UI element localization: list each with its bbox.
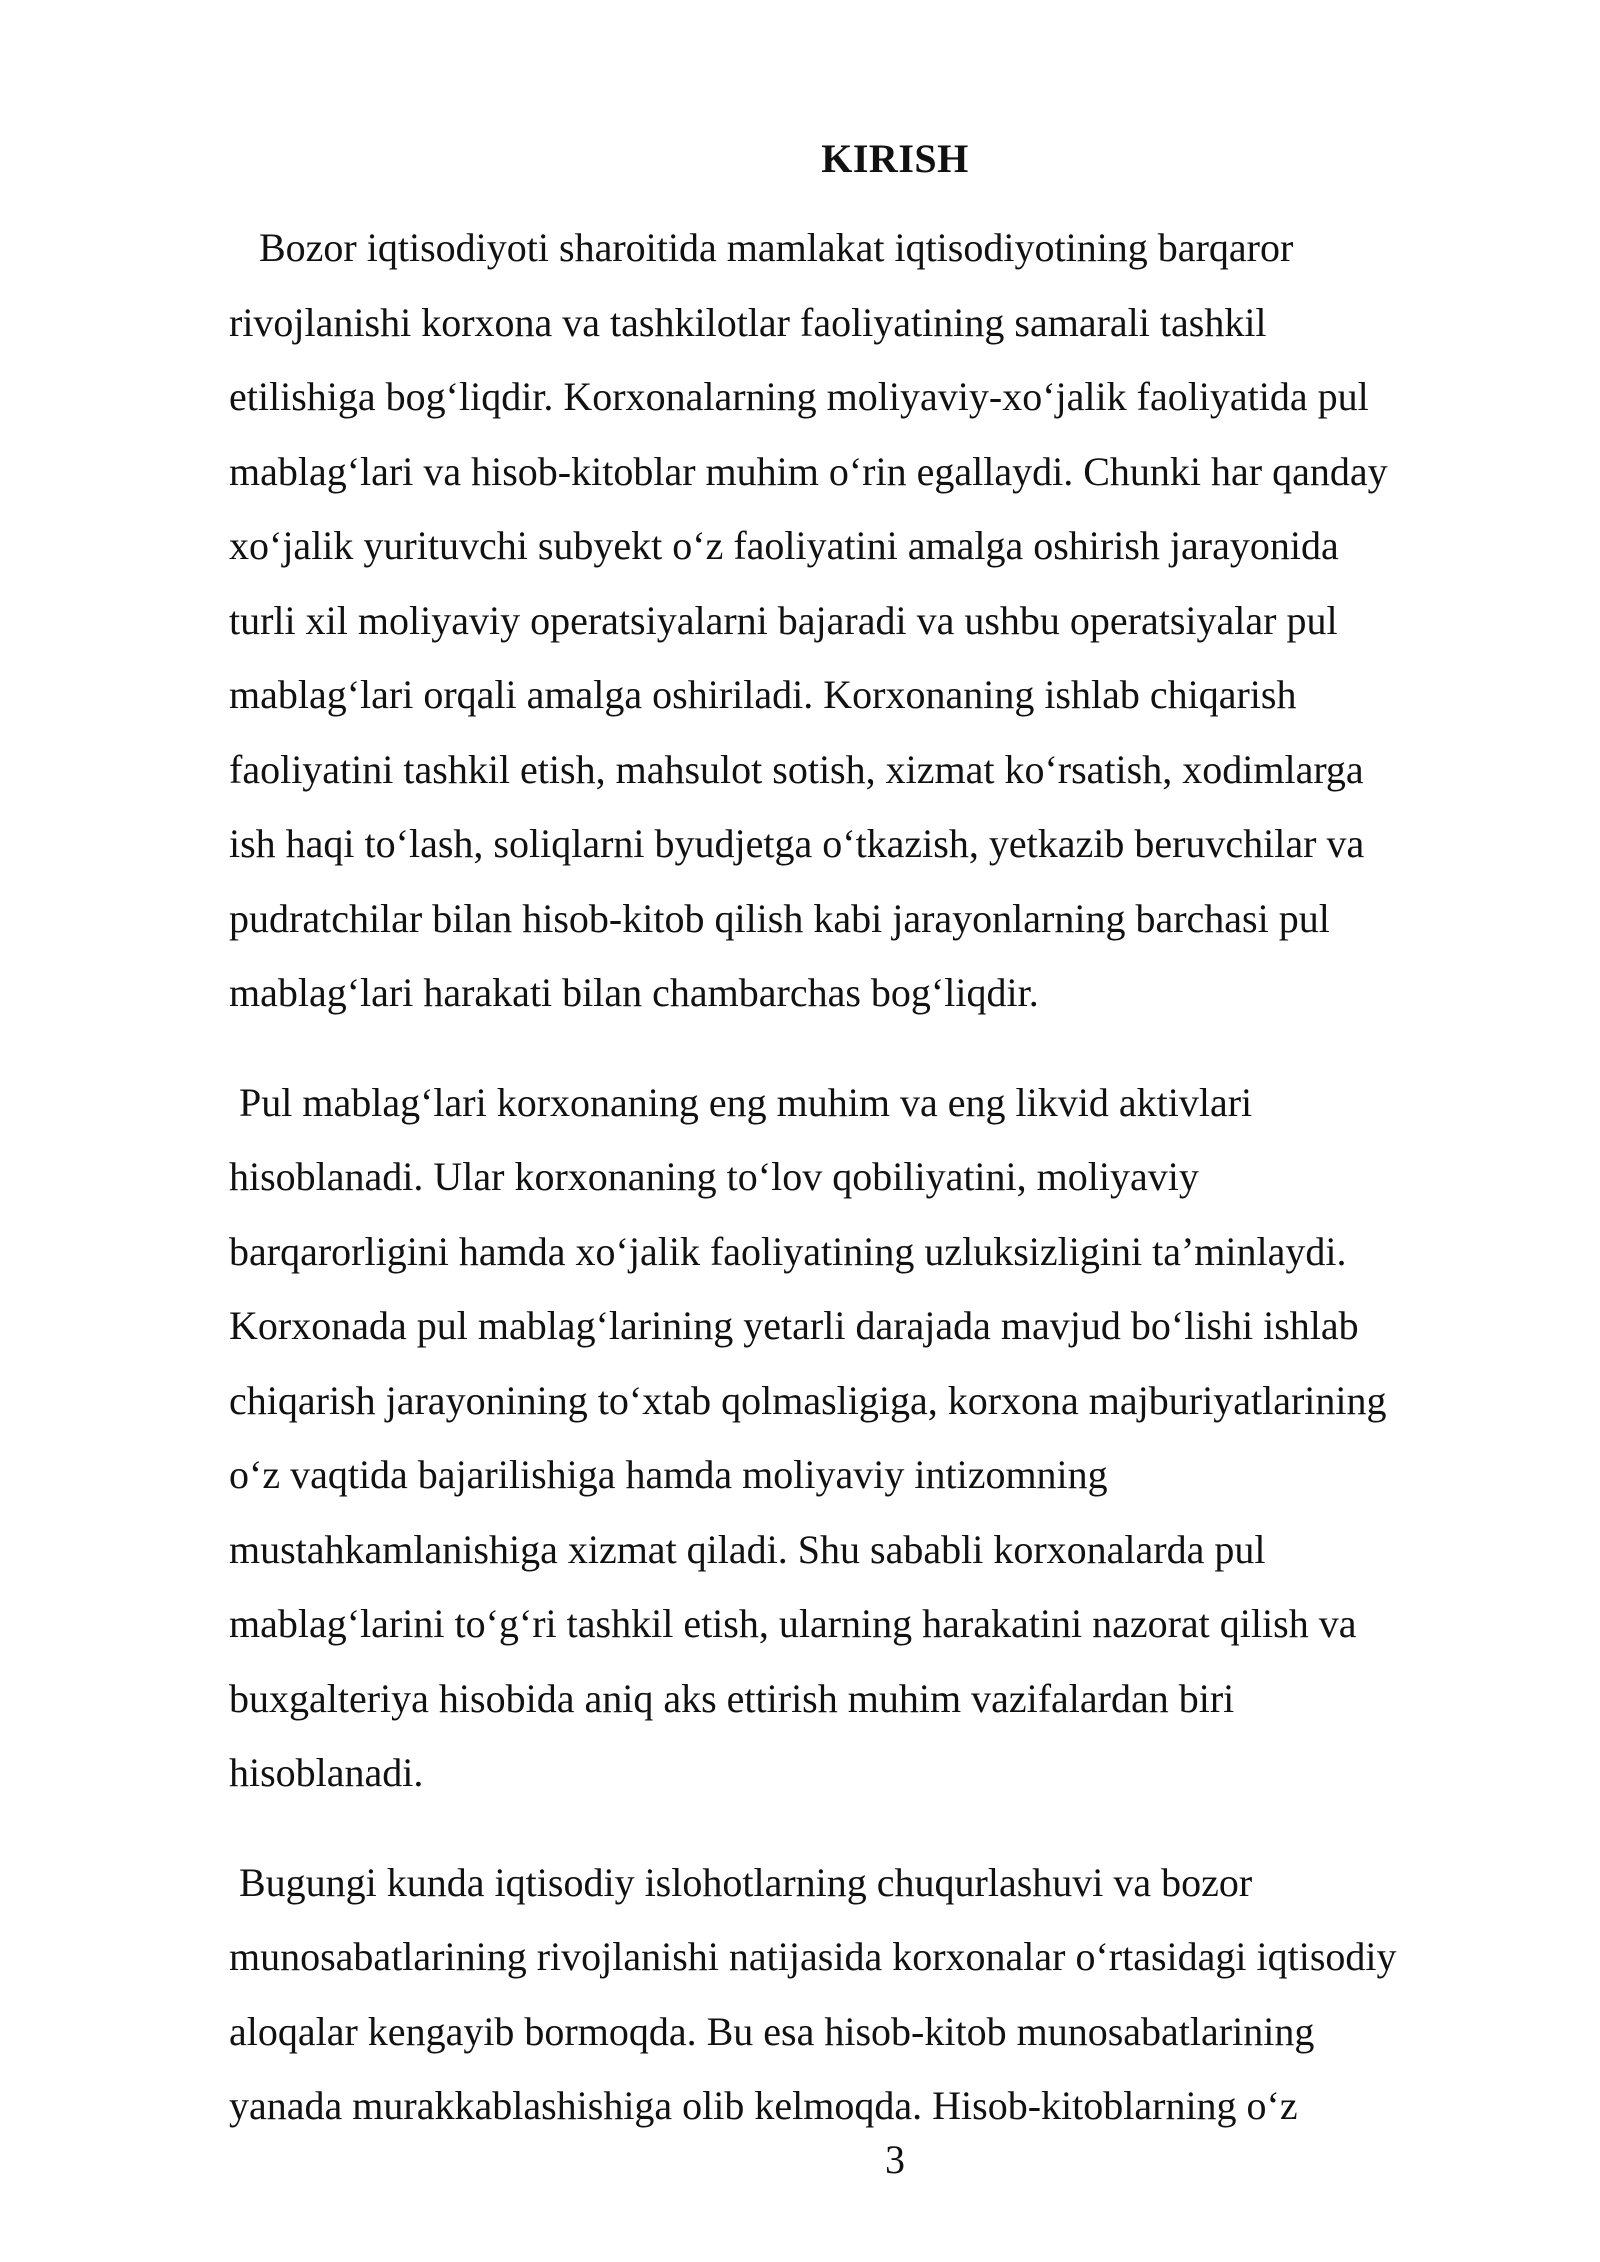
body-text bbox=[229, 211, 1539, 2179]
paragraph-introduction: Bozor iqtisodiyoti sharoitida mamlakat iqtisodiyotining barqaror rivojlanishi korxona va tashkilotlar faoliyatining samarali tashkil etilishiga bog‘liqdir. Korxonalarning moliyaviy-xo‘jalik faoliyatida pul mablag‘lari va hisob-kitoblar muhim o‘rin egallaydi. Chunki har qanday xo‘jalik yurituvchi subyekt o‘z faoliyatini amalga oshirish jarayonida turli xil moliyaviy operatsiyalarni bajaradi va ushbu operatsiyalar pul mablag‘lari orqali amalga oshiriladi. Korxonaning ishlab chiqarish faoliyatini tashkil etish, mahsulot sotish, xizmat ko‘rsatish, xodimlarga ish haqi to‘lash, soliqlarni byudjetga o‘tkazish, yetkazib beruvchilar va pudratchilar bilan hisob-kitob qilish kabi jarayonlarning barchasi pul mablag‘lari harakati bilan chambarchas bog‘liqdir. bbox=[229, 225, 1388, 1015]
page-number: 3 bbox=[885, 2137, 905, 2182]
paragraph-cash-assets: Pul mablag‘lari korxonaning eng muhim va eng likvid aktivlari hisoblanadi. Ular korxonaning to‘lov qobiliyatini, moliyaviy barqarorligini hamda xo‘jalik faoliyatining uzluksizligini ta’minlaydi. Korxonada pul mablag‘larining yetarli darajada mavjud bo‘lishi ishlab chiqarish jarayonining to‘xtab qolmasligiga, korxona majburiyatlarining o‘z vaqtida bajarilishiga hamda moliyaviy intizomning mustahkamlanishiga xizmat qiladi. Shu sababli korxonalarda pul mablag‘larini to‘g‘ri tashkil etish, ularning harakatini nazorat qilish va buxgalteriya hisobida aniq aks ettirish muhim vazifalardan biri hisoblanadi. bbox=[229, 1079, 1387, 1795]
section-heading: KIRISH bbox=[821, 136, 969, 181]
paragraph-economic-reforms: Bugungi kunda iqtisodiy islohotlarning chuqurlashuvi va bozor munosabatlarining rivojlanishi natijasida korxonalar o‘rtasidagi iqtisodiy aloqalar kengayib bormoqda. Bu esa hisob-kitob munosabatlarining yanada murakkablashishiga olib kelmoqda. Hisob-kitoblarning o‘z bbox=[229, 1859, 1397, 2128]
